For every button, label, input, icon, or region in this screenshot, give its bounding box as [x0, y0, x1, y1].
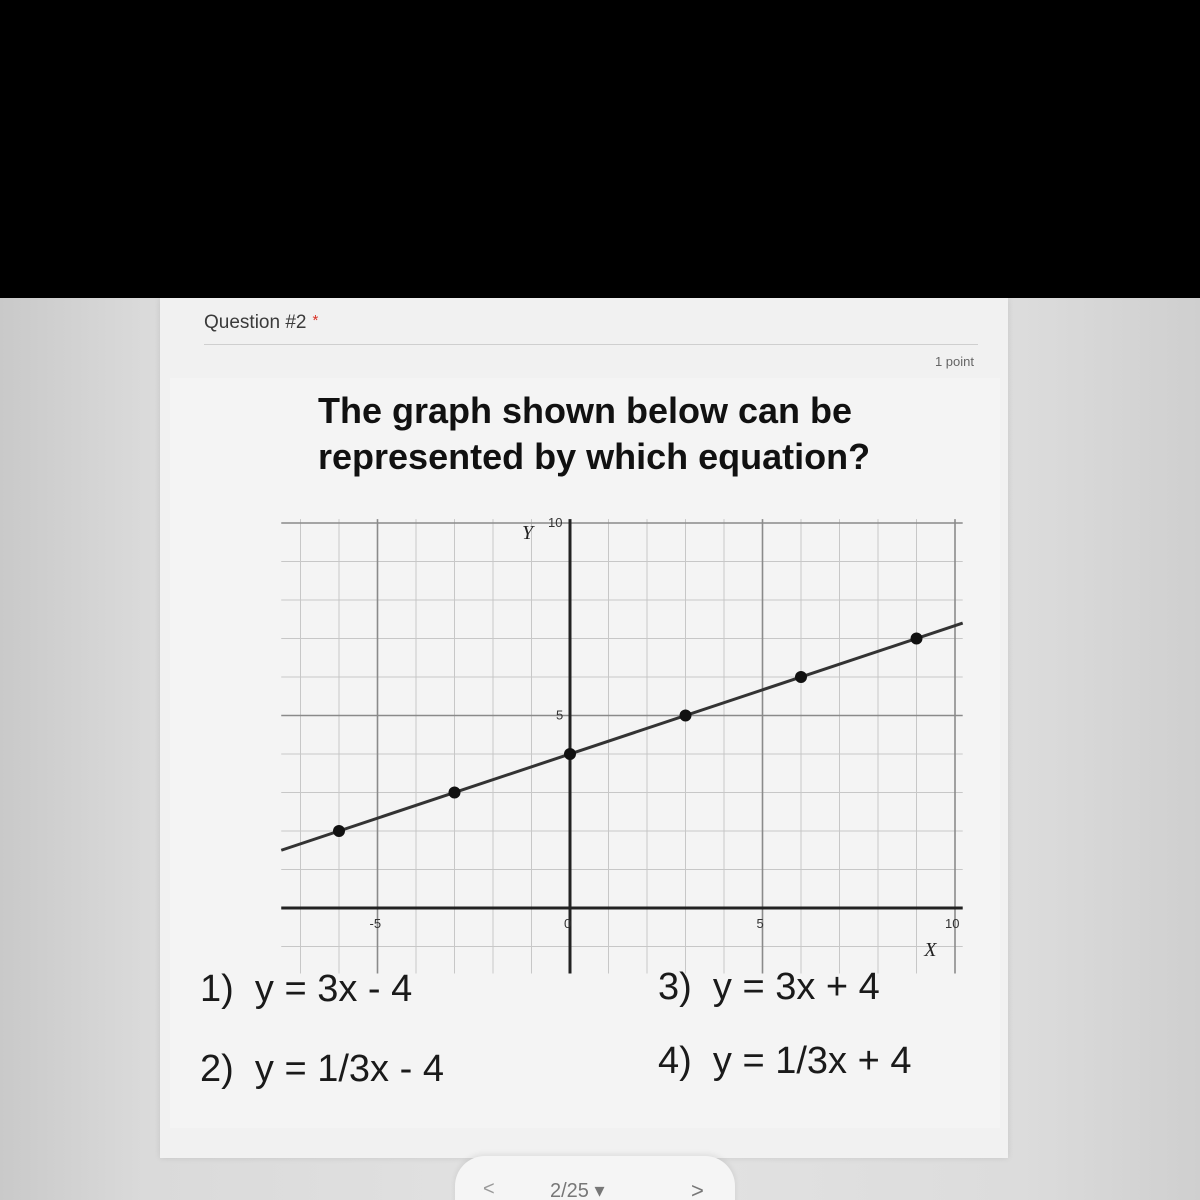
answer-text: y = 3x + 4 [712, 966, 880, 1008]
data-point [564, 748, 576, 760]
screen [0, 298, 1200, 1200]
x-tick-label: 5 [756, 916, 764, 931]
answer-option-4[interactable] [658, 1040, 912, 1083]
prev-page-button[interactable]: < [483, 1178, 495, 1200]
y-axis-label: Y [522, 522, 534, 545]
x-tick-label: 0 [564, 916, 572, 931]
question-title [204, 312, 318, 334]
grid-minor [281, 519, 962, 973]
question-title-text: Question #2 [204, 312, 307, 333]
answer-text: y = 1/3x - 4 [254, 1048, 444, 1090]
problem-question-text: The graph shown below can be represented by which equation? [318, 390, 871, 477]
y-tick-label: 5 [556, 707, 564, 723]
answer-label: 4) [658, 1040, 692, 1082]
answer-label: 3) [658, 966, 692, 1008]
points-label: 1 point [934, 354, 974, 369]
y-tick-label: 10 [548, 515, 563, 530]
pagination-pill [455, 1156, 735, 1200]
tick-labels [370, 515, 960, 961]
page-selector[interactable]: 2/25 ▾ [550, 1180, 605, 1200]
required-mark: * [312, 312, 319, 329]
answer-label: 2) [200, 1048, 234, 1090]
answer-text: y = 3x - 4 [254, 968, 413, 1010]
question-card [160, 298, 1008, 1158]
x-axis-label: X [924, 939, 937, 961]
answer-option-3[interactable] [658, 966, 880, 1009]
data-point [911, 633, 923, 645]
answer-text: y = 1/3x + 4 [712, 1040, 912, 1082]
camera-black-area [0, 0, 1200, 300]
data-point [449, 787, 461, 799]
answer-option-1[interactable] [200, 968, 412, 1011]
data-point [795, 671, 807, 683]
data-point [680, 710, 692, 722]
data-point [333, 825, 345, 837]
grid-major [281, 519, 962, 973]
next-page-button[interactable]: > [691, 1178, 704, 1200]
x-tick-label: -5 [369, 916, 382, 931]
x-tick-label: 10 [945, 916, 960, 931]
problem-image [170, 378, 1000, 1128]
graph-line [281, 623, 962, 850]
answer-option-2[interactable] [200, 1048, 444, 1091]
answer-label: 1) [200, 968, 234, 1010]
divider [204, 344, 978, 345]
